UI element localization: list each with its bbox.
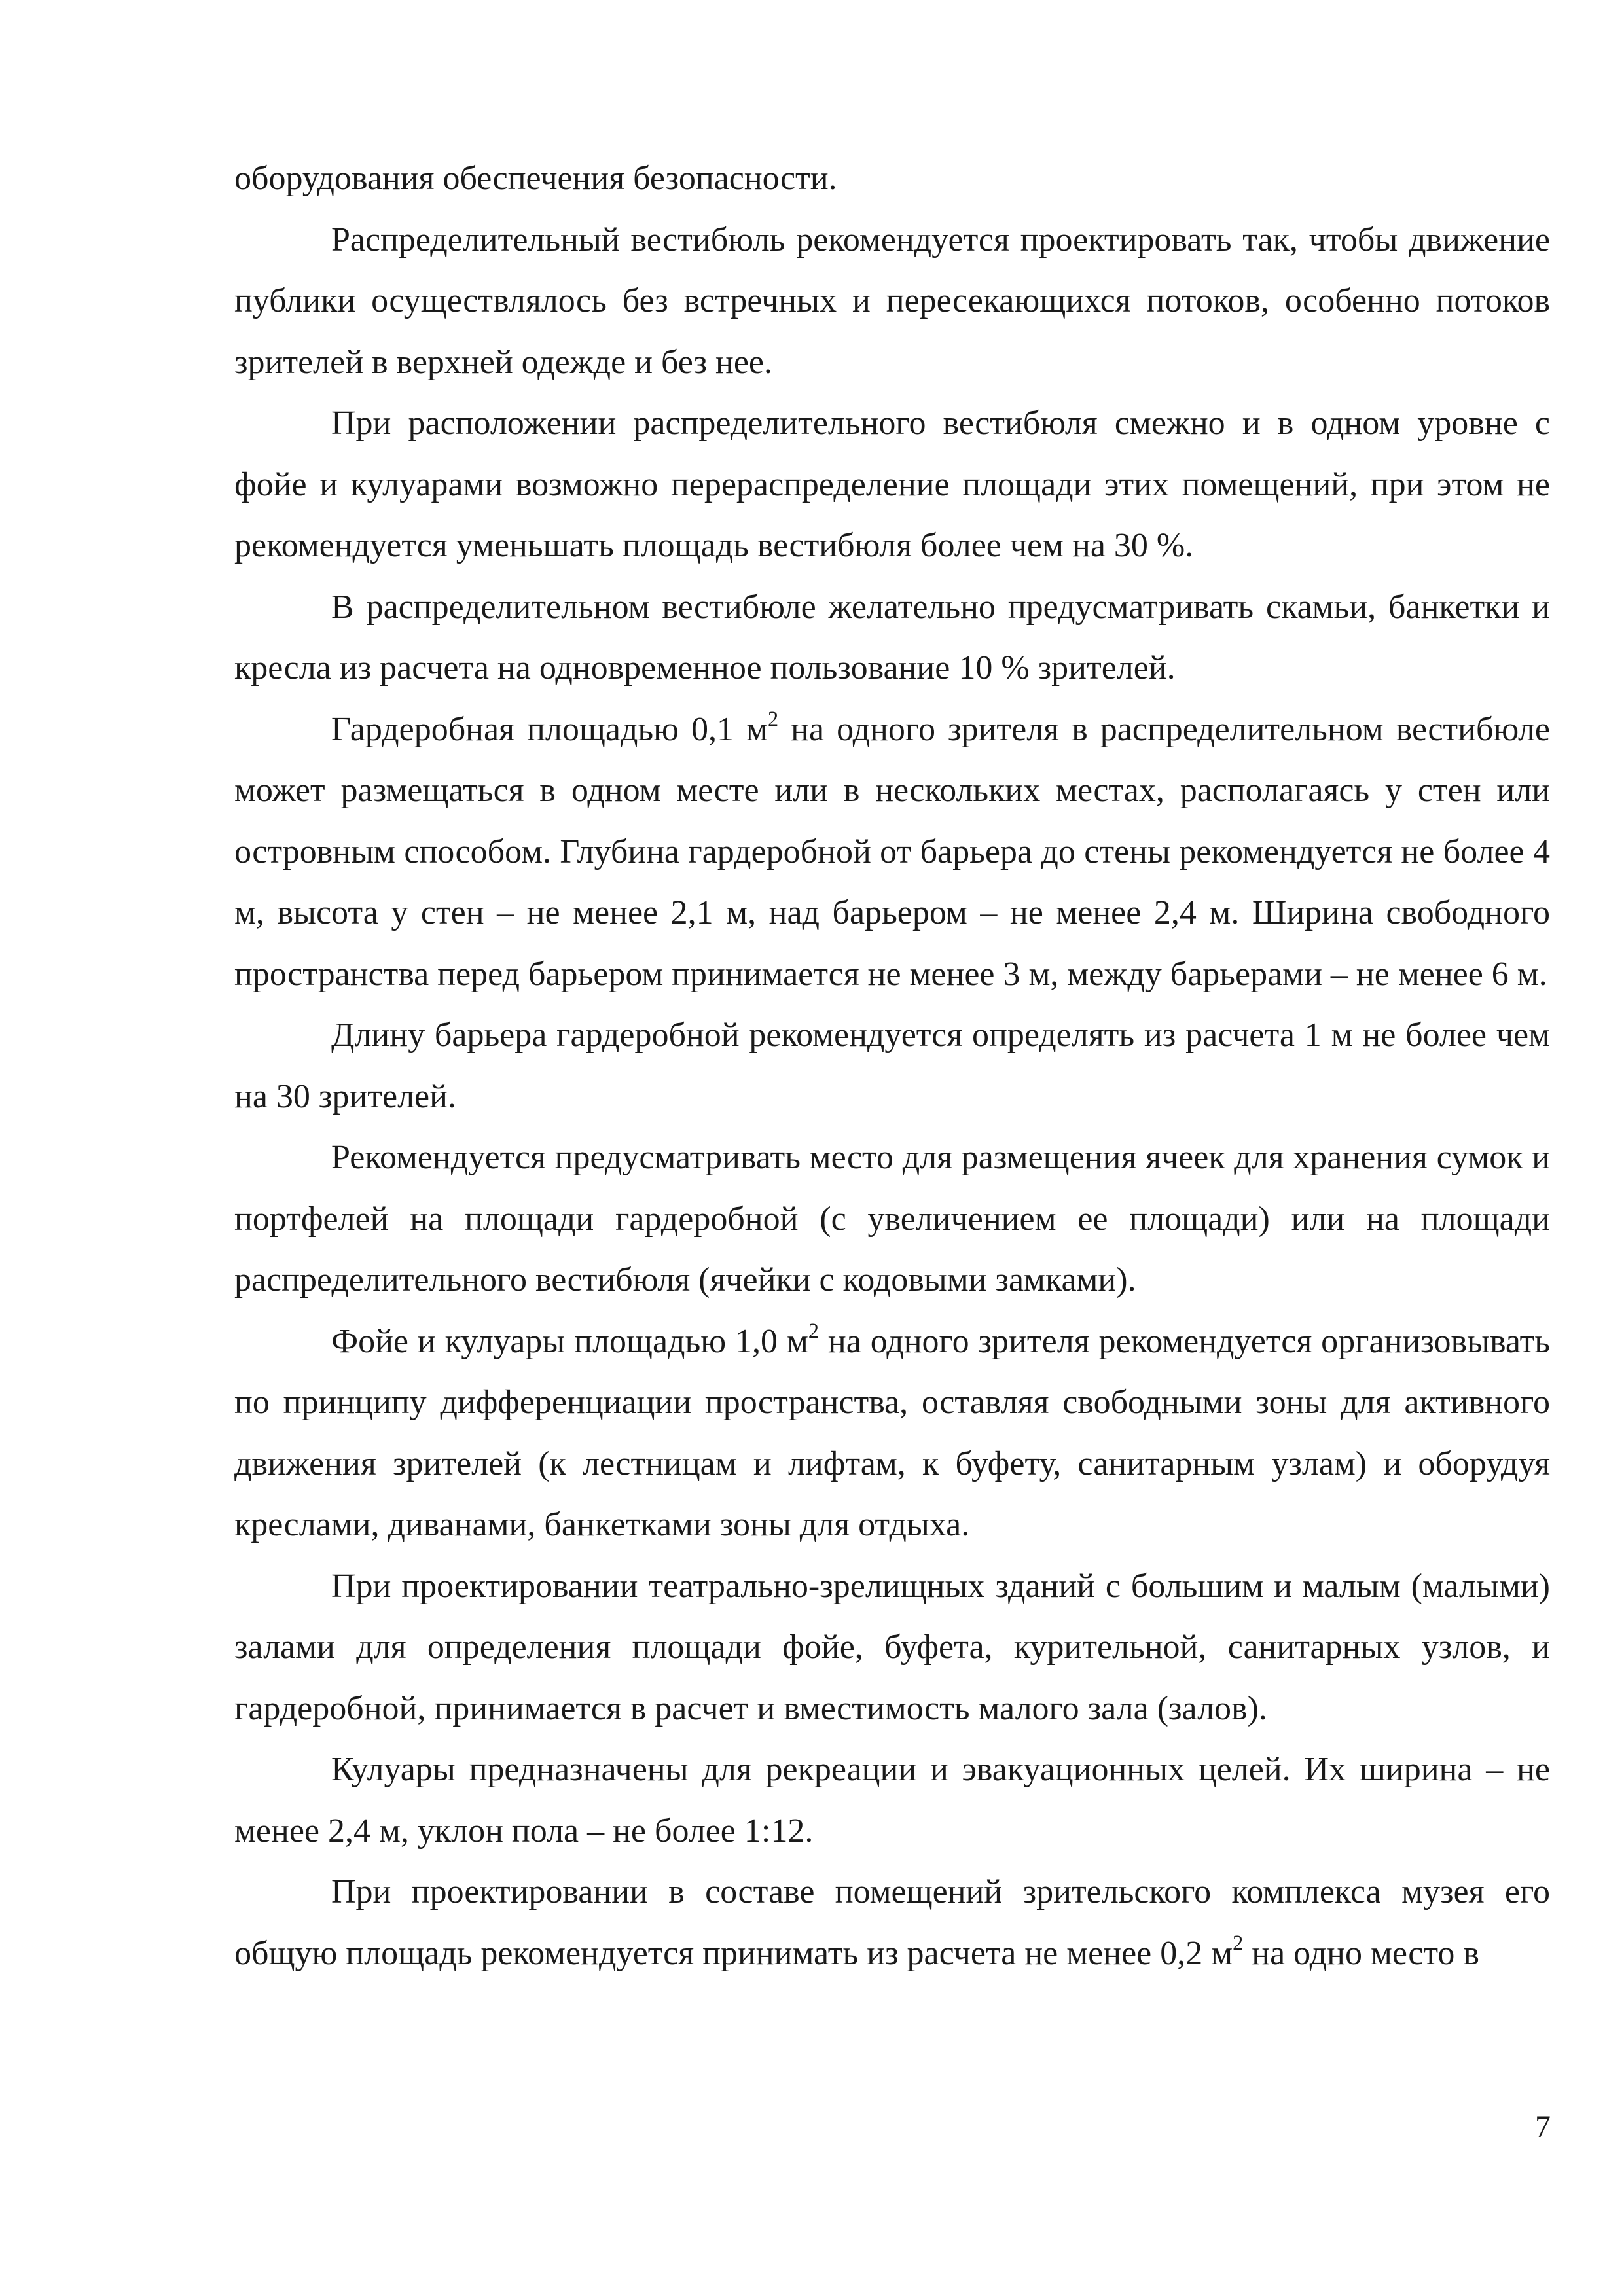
paragraph-text-after: на одного зрителя в распределительном вестибюле может размещаться в одном месте или в нескольких местах, располагаясь у стен или островным способом. Глубина гардеробной от барьера до стены рекомендуется не более 4 м, высота у стен – не менее 2,1 м, над барьером – не менее 2,4 м. Ширина свободного пространства перед барьером принимается не менее 3 м, между барьерами – не менее 6 м. [234,710,1550,993]
document-body [234,148,1550,1984]
paragraph-area-redistribution: При расположении распределительного вестибюля смежно и в одном уровне с фойе и кулуарами возможно перераспределение площади этих помещений, при этом не рекомендуется уменьшать площадь вестибюля более чем на 30 %. [234,404,1550,564]
paragraph-museum-complex [234,1861,1550,1984]
paragraph-storage-cells: Рекомендуется предусматривать место для размещения ячеек для хранения сумок и портфелей на площади гардеробной (с увеличением ее площади) или на площади распределительного вестибюля (ячейки с кодовыми замками). [234,1139,1550,1299]
paragraph-foyer [234,1311,1550,1556]
page-number: 7 [1535,2109,1551,2144]
paragraph-distribution-vestibule: Распределительный вестибюль рекомендуется проектировать так, чтобы движение публики осуществлялось без встречных и пересекающихся потоков, особенно потоков зрителей в верхней одежде и без нее. [234,221,1550,381]
paragraph-multiple-halls: При проектировании театрально-зрелищных зданий с большим и малым (малыми) залами для определения площади фойе, буфета, курительной, санитарных узлов, и гардеробной, принимается в расчет и вместимость малого зала (залов). [234,1567,1550,1727]
paragraph-text-after: на одного зрителя рекомендуется организовывать по принципу дифференциации пространства, оставляя свободными зоны для активного движения зрителей (к лестницам и лифтам, к буфету, санитарным узлам) и оборудуя креслами, диванами, банкетками зоны для отдыха. [234,1322,1551,1543]
paragraph-barrier-length: Длину барьера гардеробной рекомендуется определять из расчета 1 м не более чем на 30 зрителей. [234,1016,1550,1115]
paragraph-text-before: Фойе и кулуары площадью 1,0 м [331,1322,808,1360]
paragraph-corridors: Кулуары предназначены для рекреации и эвакуационных целей. Их ширина – не менее 2,4 м, уклон пола – не более 1:12. [234,1751,1550,1850]
superscript: 2 [767,706,779,730]
superscript: 2 [808,1318,819,1342]
paragraph-text-before: Гардеробная площадью 0,1 м [331,710,768,748]
superscript: 2 [1233,1930,1244,1954]
paragraph-seating: В распределительном вестибюле желательно предусматривать скамьи, банкетки и кресла из расчета на одновременное пользование 10 % зрителей. [234,588,1550,687]
paragraph-text-after: на одно место в [1243,1934,1479,1972]
paragraph-continuation: оборудования обеспечения безопасности. [234,160,837,197]
paragraph-text-before: При проектировании в составе помещений зрительского комплекса музея его общую площадь рекомендуется принимать из расчета не менее 0,2 м [234,1873,1550,1972]
paragraph-cloakroom [234,699,1550,1005]
